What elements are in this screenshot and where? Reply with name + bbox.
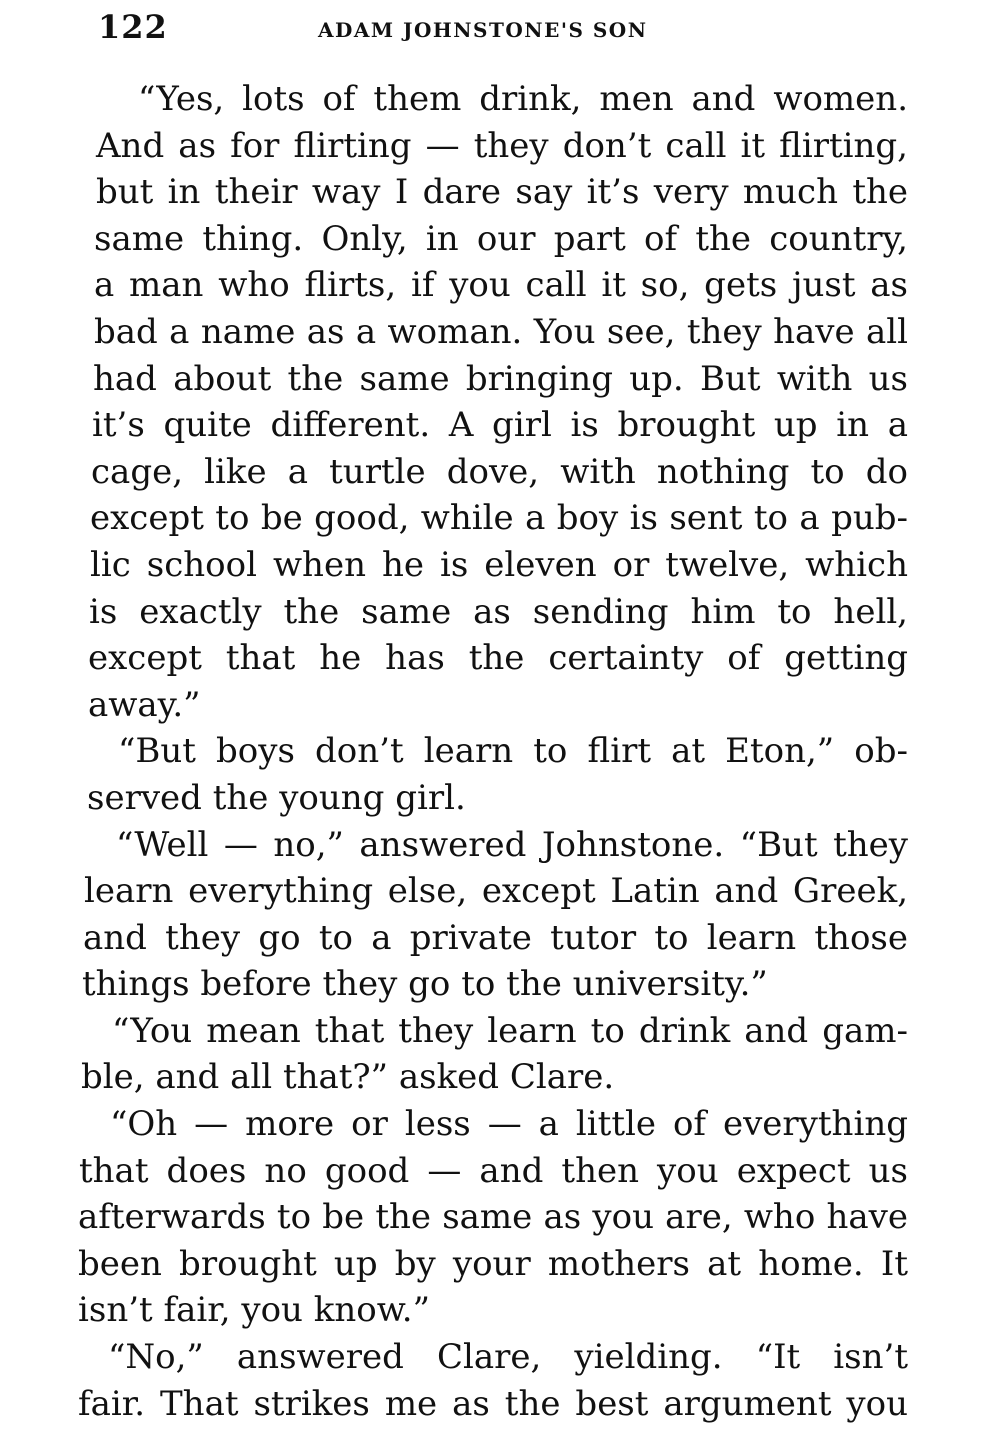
text-line: is exactly the same as sending him to hell, bbox=[89, 591, 908, 632]
text-line: “No,” answered Clare, yielding. “It isn’t bbox=[108, 1337, 908, 1378]
text-line: fair. That strikes me as the best argument you bbox=[78, 1383, 908, 1424]
running-title: ADAM JOHNSTONE'S SON bbox=[318, 18, 648, 42]
text-line: and they go to a private tutor to learn those bbox=[83, 917, 908, 958]
text-line: “But boys don’t learn to flirt at Eton,” ob- bbox=[118, 731, 908, 772]
text-line: been brought up by your mothers at home. It bbox=[78, 1243, 908, 1284]
text-line: it’s quite different. A girl is brought up in a bbox=[92, 405, 908, 446]
text-line: bad a name as a woman. You see, they have all bbox=[94, 311, 908, 352]
text-line: that does no good — and then you expect us bbox=[79, 1150, 908, 1191]
text-line: “Yes, lots of them drink, men and women. bbox=[138, 79, 908, 119]
text-line: same thing. Only, in our part of the country, bbox=[94, 218, 908, 259]
text-line: except that he has the certainty of getting bbox=[88, 638, 908, 679]
text-line: And as for flirting — they don’t call it flirting, bbox=[96, 125, 908, 166]
text-line: “Oh — more or less — a little of everything bbox=[110, 1104, 908, 1145]
text-line: had about the same bringing up. But with us bbox=[93, 358, 908, 399]
text-line: lic school when he is eleven or twelve, which bbox=[90, 544, 908, 585]
text-line: things before they go to the university.” bbox=[82, 964, 768, 1005]
page-header bbox=[98, 8, 718, 48]
text-line: away.” bbox=[88, 684, 201, 725]
text-line: cage, like a turtle dove, with nothing to do bbox=[91, 451, 908, 492]
text-line: ble, and all that?” asked Clare. bbox=[81, 1057, 615, 1098]
text-line: except to be good, while a boy is sent to a pub- bbox=[90, 498, 908, 539]
text-line: afterwards to be the same as you are, who have bbox=[78, 1197, 908, 1238]
text-line: “You mean that they learn to drink and gam- bbox=[112, 1010, 908, 1051]
text-line: “Well — no,” answered Johnstone. “But they bbox=[116, 824, 908, 865]
body-text bbox=[78, 76, 908, 1427]
page-number: 122 bbox=[98, 8, 168, 46]
text-line: a man who flirts, if you call it so, gets just as bbox=[94, 265, 908, 306]
text-line: served the young girl. bbox=[87, 777, 466, 818]
text-line: but in their way I dare say it’s very much the bbox=[96, 172, 908, 213]
text-line: isn’t fair, you know.” bbox=[78, 1290, 430, 1331]
text-line: learn everything else, except Latin and Greek, bbox=[84, 871, 908, 912]
